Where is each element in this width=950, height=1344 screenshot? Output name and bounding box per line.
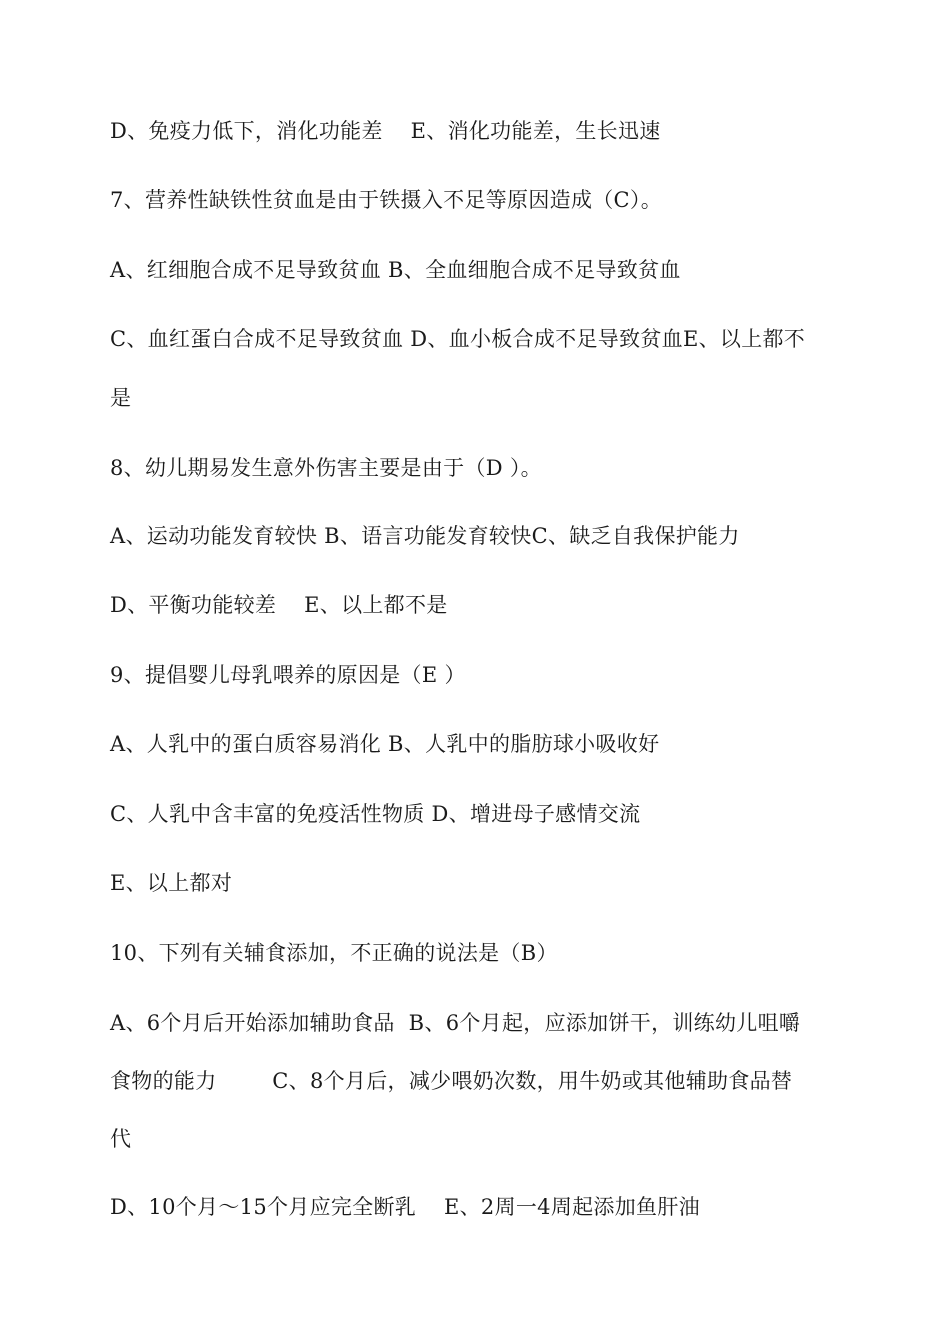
text-line: D、平衡功能较差 E、以上都不是	[110, 593, 448, 617]
text-line: C、血红蛋白合成不足导致贫血 D、血小板合成不足导致贫血E、以上都不	[110, 327, 806, 351]
question-7: 7、营养性缺铁性贫血是由于铁摄入不足等原因造成（C）。	[110, 188, 663, 212]
text-line: 是	[110, 386, 132, 410]
text-line: 代	[110, 1127, 132, 1151]
text-line: A、人乳中的蛋白质容易消化 B、人乳中的脂肪球小吸收好	[110, 732, 660, 756]
text-line: A、6个月后开始添加辅助食品 B、6个月起，应添加饼干，训练幼儿咀嚼	[110, 1011, 801, 1035]
text-line: 食物的能力 C、8个月后，减少喂奶次数，用牛奶或其他辅助食品替	[110, 1069, 793, 1093]
text-line: D、10个月～15个月应完全断乳 E、2周一4周起添加鱼肝油	[110, 1195, 700, 1219]
text-line: A、红细胞合成不足导致贫血 B、全血细胞合成不足导致贫血	[110, 258, 681, 282]
text-line: A、运动功能发育较快 B、语言功能发育较快C、缺乏自我保护能力	[110, 524, 740, 548]
text-line: C、人乳中含丰富的免疫活性物质 D、增进母子感情交流	[110, 802, 641, 826]
question-8: 8、幼儿期易发生意外伤害主要是由于（D ）。	[110, 456, 542, 480]
question-9: 9、提倡婴儿母乳喂养的原因是（E ）	[110, 663, 466, 687]
question-10: 10、下列有关辅食添加，不正确的说法是（B）	[110, 941, 558, 965]
text-line: D、免疫力低下，消化功能差 E、消化功能差，生长迅速	[110, 119, 661, 143]
text-line: E、以上都对	[110, 871, 233, 895]
